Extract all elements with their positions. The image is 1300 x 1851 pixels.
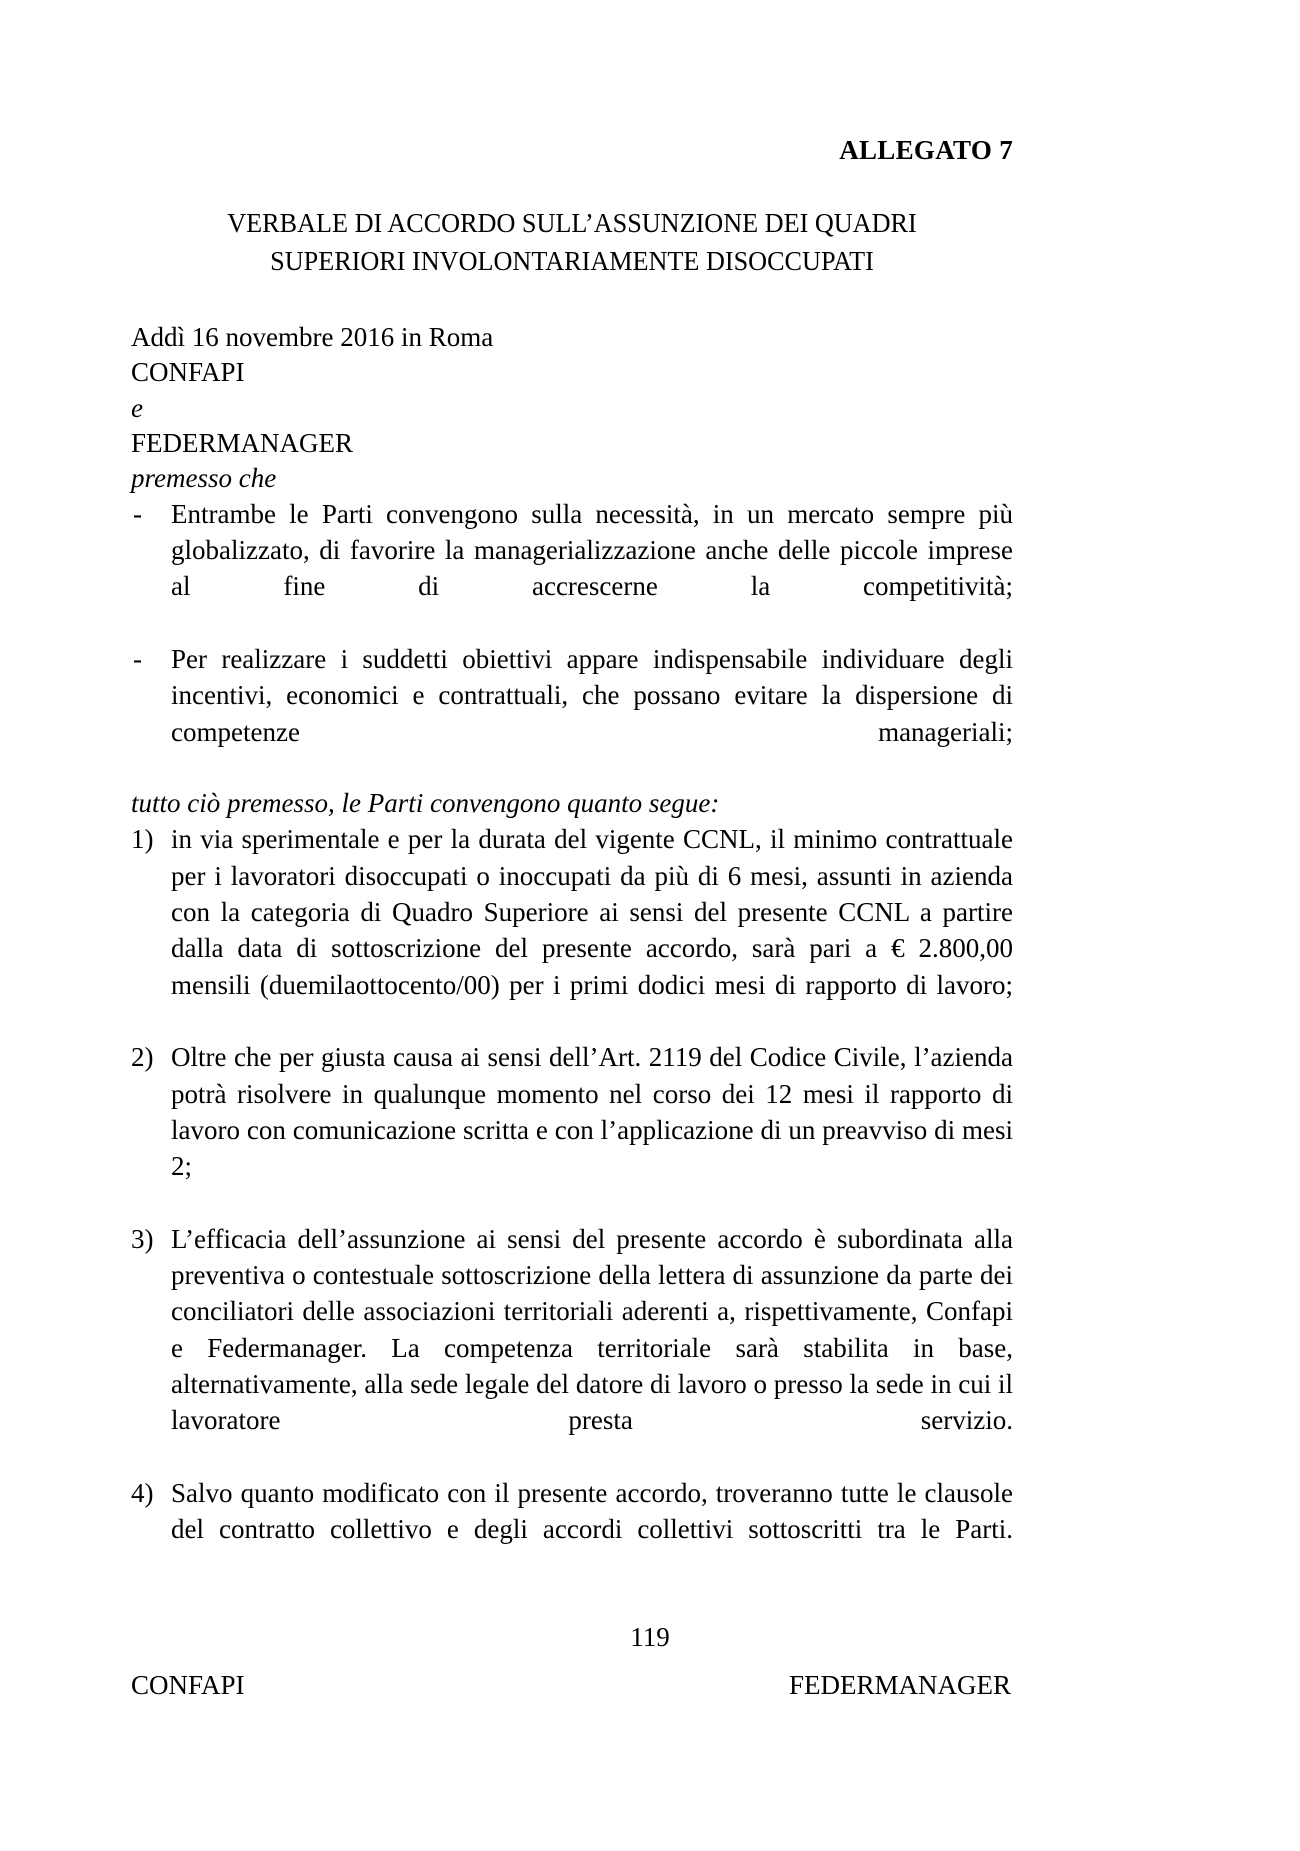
premise-text: Entrambe le Parti convengono sulla necessità, in un mercato sempre più globalizzato, di favorire la managerializzazione anche delle piccole imprese al fine di accrescerne la competitività; [171, 498, 1013, 602]
list-item [131, 496, 1013, 641]
premise-text: Per realizzare i suddetti obiettivi appare indispensabile individuare degli incentivi, economici e contrattuali, che possano evitare la dispersione di competenze manageriali; [171, 644, 1013, 747]
clause-text: Oltre che per giusta causa ai sensi dell’Art. 2119 del Codice Civile, l’azienda potrà risolvere in qualunque momento nel corso dei 12 mesi il rapporto di lavoro con comunicazione scritta e con l’applicazione di un preavviso di mesi 2; [171, 1042, 1013, 1182]
annex-label: ALLEGATO 7 [839, 135, 1013, 165]
clauses-list [131, 821, 1013, 1584]
list-item [131, 1039, 1013, 1221]
agreement-lead-in: tutto ciò premesso, le Parti convengono quanto segue: [131, 788, 720, 819]
list-item [131, 1475, 1013, 1584]
bullet-marker: - [133, 498, 142, 529]
clause-marker: 3) [131, 1223, 154, 1254]
page-title [144, 204, 1000, 281]
clause-text: Salvo quanto modificato con il presente accordo, troveranno tutte le clausole del contratto collettivo e degli accordi collettivi sottoscritti tra le Parti. [171, 1478, 1013, 1545]
conjunction-e: e [131, 392, 143, 423]
signature-right: FEDERMANAGER [788, 1669, 1011, 1700]
clause-marker: 1) [131, 824, 154, 855]
list-item [131, 1221, 1013, 1475]
clause-marker: 4) [131, 1478, 154, 1509]
list-item [131, 641, 1013, 786]
page-number: 119 [630, 1622, 670, 1652]
date-place-line: Addì 16 novembre 2016 in Roma [131, 322, 494, 353]
page-content [131, 136, 1013, 1701]
page-title-line-1: VERBALE DI ACCORDO SULL’ASSUNZIONE DEI QUADRI [227, 207, 917, 238]
signature-block [131, 1670, 1013, 1701]
party-one: CONFAPI [131, 357, 245, 388]
party-two: FEDERMANAGER [131, 427, 354, 458]
signature-left: CONFAPI [131, 1669, 245, 1700]
premise-heading: premesso che [131, 462, 277, 493]
clause-marker: 2) [131, 1042, 154, 1073]
list-item [131, 821, 1013, 1039]
page-title-line-2: SUPERIORI INVOLONTARIAMENTE DISOCCUPATI [270, 246, 874, 277]
bullet-marker: - [133, 644, 142, 675]
premises-list [131, 496, 1013, 787]
clause-text: L’efficacia dell’assunzione ai sensi del presente accordo è subordinata alla preventiva o contestuale sottoscrizione della lettera di assunzione da parte dei conciliatori delle associazioni territoriali aderenti a, rispettivamente, Confapi e Federmanager. La competenza territoriale sarà stabilita in base, alternativamente, alla sede legale del datore di lavoro o presso la sede in cui il lavoratore presta servizio. [171, 1223, 1013, 1436]
clause-text: in via sperimentale e per la durata del vigente CCNL, il minimo contrattuale per i lavoratori disoccupati o inoccupati da più di 6 mesi, assunti in azienda con la categoria di Quadro Superiore ai sensi del presente CCNL a partire dalla data di sottoscrizione del presente accordo, sarà pari a € 2.800,00 mensili (duemilaottocento/00) per i primi dodici mesi di rapporto di lavoro; [171, 824, 1013, 1000]
